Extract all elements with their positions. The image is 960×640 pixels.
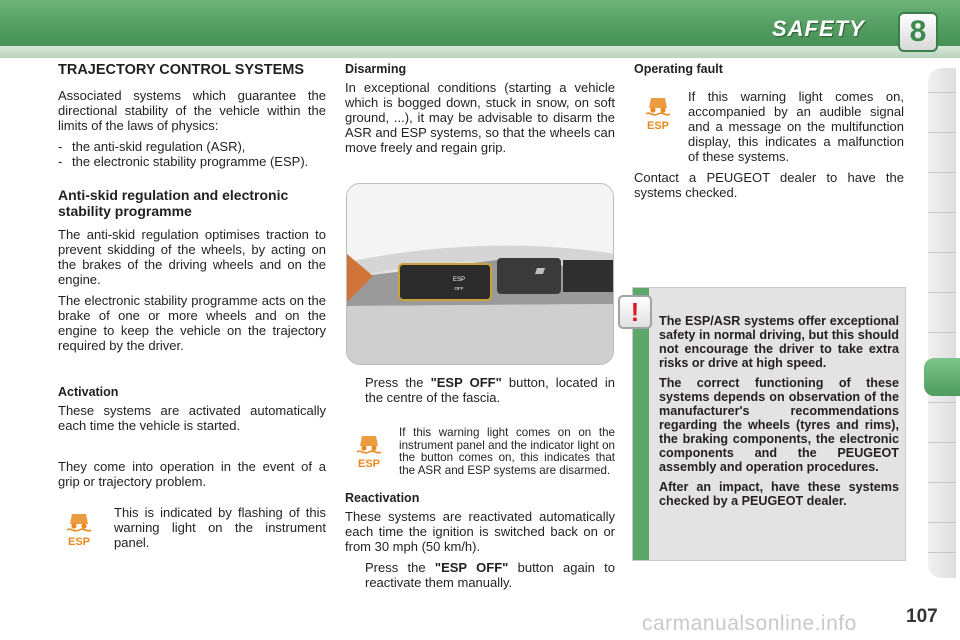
page-heading: TRAJECTORY CONTROL SYSTEMS [58,62,304,78]
column-middle [345,62,615,161]
reactivation-heading: Reactivation [345,491,420,505]
bullet-symbol [345,375,365,405]
column-left [58,62,326,495]
warning-paragraph-1: The ESP/ASR systems offer exceptional safety in normal driving, but this should not encourage the driver to take extra risks or drive at high speed. [659,314,899,370]
bullet-press-again: Press the "ESP OFF" button again to reactivate them manually. [345,560,615,590]
activation-paragraph: These systems are activated automatically each time the vehicle is started. [58,403,326,433]
esp-icon-label: ESP [67,536,91,548]
disarmed-note [399,427,615,483]
page-number: 107 [906,606,938,627]
esp-off-button-photo [346,183,614,365]
safety-warning-box [632,287,906,561]
dashboard-illustration [347,184,614,365]
disarming-heading: Disarming [345,62,407,76]
fault-paragraph: If this warning light comes on, accompanied by an audible signal and a message on the multifunction display, this indicates a malfunction of these systems. [688,89,904,164]
column-right [634,62,904,206]
chapter-badge: 8 [898,12,938,52]
photo-button-label: ESP [452,277,466,283]
esp-warning-light-icon [352,432,386,470]
list-dash: - [58,139,63,154]
list-item [58,139,326,154]
reactivation-paragraph: These systems are reactivated automatically each time the ignition is switched back on or from 30 mph (50 km/h). [345,509,615,554]
disarmed-paragraph: If this warning light comes on on the instrument panel and the indicator light on the button comes on, this indicates that the ASR and ESP systems are disarmed. [399,426,615,477]
subheading-asr-esp: Anti-skid regulation and electronic stability programme [58,187,289,219]
disarming-paragraph: In exceptional conditions (starting a vehicle which is bogged down, stuck in snow, on soft ground, ...), it may be advisable to disarm the ASR and ESP systems, so that the wheels can move freely and regain grip. [345,80,615,155]
active-chapter-tab [924,358,960,396]
section-title: SAFETY [772,16,865,41]
press-instruction [345,375,615,405]
bullet-press-esp-off: Press the "ESP OFF" button, located in the centre of the fascia. [345,375,615,405]
activation-heading: Activation [58,385,119,399]
list-item [58,154,326,169]
esp-icon-label: ESP [646,120,670,132]
esp-warning-light-icon [62,510,96,548]
esp-warning-light-icon [641,94,675,132]
list-item-text: the anti-skid regulation (ASR), [72,139,246,154]
asr-paragraph: The anti-skid regulation optimises traction to prevent skidding of the wheels, by acting on the brakes of the driving wheels and on the engine. [58,227,326,287]
flash-note [114,505,326,556]
warning-text [659,314,899,514]
esp-off-label: "ESP OFF" [434,560,509,575]
intro-paragraph: Associated systems which guarantee the directional stability of the vehicle within the limits of the laws of physics: [58,88,326,133]
chapter-tab-strip [928,68,956,578]
esp-off-label: "ESP OFF" [430,375,502,390]
warning-paragraph-3: After an impact, have these systems checked by a PEUGEOT dealer. [659,480,899,508]
warning-paragraph-2: The correct functioning of these systems depends on observation of the manufacturer's recommendations regarding the wheels (tyres and rims), the braking components, the electronic components and the PEUGEOT assembly and operation procedures. [659,376,899,474]
exclamation-warning-icon: ! [618,295,652,329]
flash-paragraph: This is indicated by flashing of this warning light on the instrument panel. [114,505,326,550]
operating-fault-heading: Operating fault [634,62,723,76]
operation-paragraph: They come into operation in the event of a grip or trajectory problem. [58,459,326,489]
watermark: carmanualsonline.info [642,612,857,635]
header-bar [0,0,960,58]
bullet-symbol [345,560,365,590]
esp-icon-label: ESP [357,458,381,470]
list-item-text: the electronic stability programme (ESP). [72,154,309,169]
photo-button-sublabel: OFF [454,286,464,291]
header-band [0,46,960,58]
reactivation-section [345,491,615,590]
contact-dealer-paragraph: Contact a PEUGEOT dealer to have the systems checked. [634,170,904,200]
esp-paragraph: The electronic stability programme acts on the brake of one or more wheels and on the engine to keep the vehicle on the trajectory required by the driver. [58,293,326,353]
list-dash: - [58,154,63,169]
